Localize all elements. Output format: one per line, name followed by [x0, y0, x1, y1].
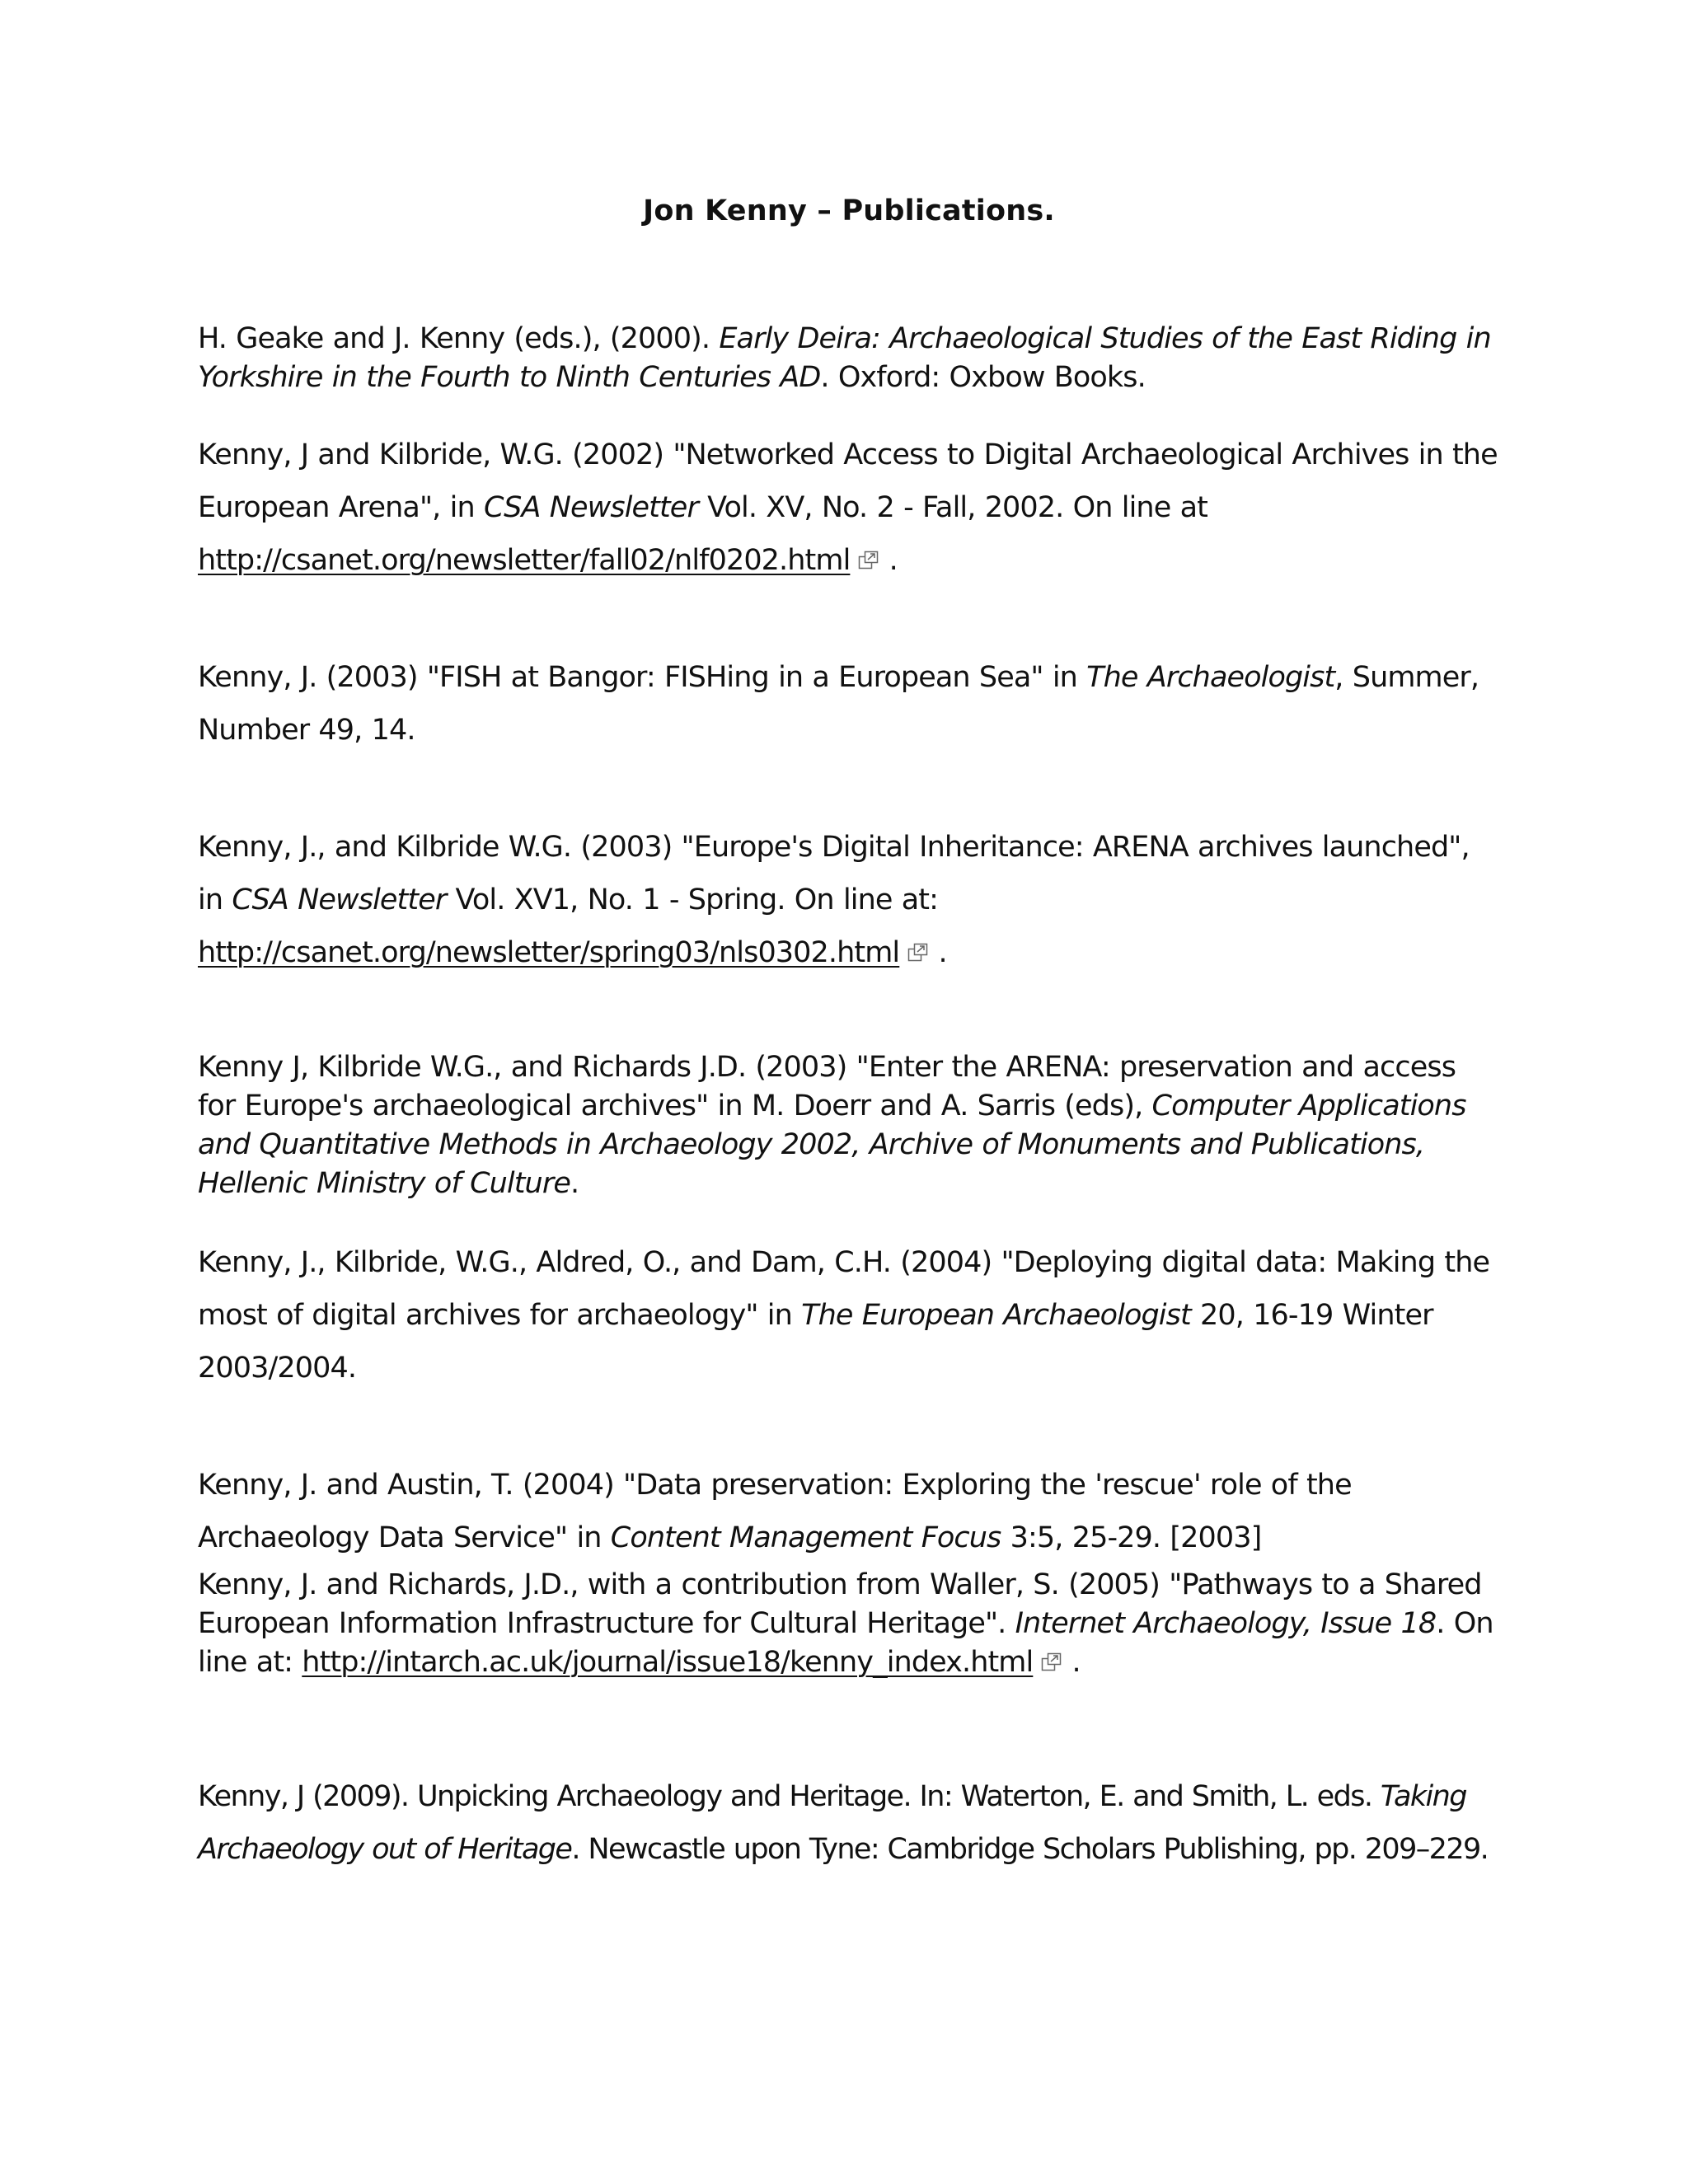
book-title: Computer Applications and Quantitative Methods in Archaeology 2002, Archive of Monuments and Publications, Hellenic Ministry of Culture — [198, 1090, 1466, 1200]
csa-fall02-link[interactable]: http://csanet.org/newsletter/fall02/nlf0202.html — [198, 544, 851, 577]
intarch-issue18-link[interactable]: http://intarch.ac.uk/journal/issue18/kenny_index.html — [302, 1646, 1034, 1679]
publication-entry-kenny-2003-fish: Kenny, J. (2003) "FISH at Bangor: FISHing in a European Sea" in The Archaeologist, Summer, Number 49, 14. — [198, 661, 1479, 747]
publication-entry-kenny-2004-deploying: Kenny, J., Kilbride, W.G., Aldred, O., and Dam, C.H. (2004) "Deploying digital data: Making the most of digital archives for archaeology" in The European Archaeologist 20, 16-19 Winter 2003/2004. — [198, 1246, 1490, 1385]
book-title: Taking Archaeology out of Heritage — [198, 1780, 1466, 1866]
page-title: Jon Kenny – Publications. — [643, 194, 1055, 227]
journal-title: Content Management Focus — [610, 1521, 1001, 1554]
publication-entry-kenny-2003-caa: Kenny J, Kilbride W.G., and Richards J.D. (2003) "Enter the ARENA: preservation and access for Europe's archaeological archives" in M. Doerr and A. Sarris (eds), Computer Applications and Quantitative Methods in Archaeology 2002, Archive of Monuments and Publications, Hellenic Ministry of Culture. — [198, 1051, 1466, 1200]
publication-entry-kenny-2009: Kenny, J (2009). Unpicking Archaeology and Heritage. In: Waterton, E. and Smith, L. eds. Taking Archaeology out of Heritage. Newcastle upon Tyne: Cambridge Scholars Publishing, pp. 209–229. — [198, 1780, 1489, 1866]
journal-title: The Archaeologist — [1086, 661, 1335, 694]
publication-entry-geake-2000: H. Geake and J. Kenny (eds.), (2000). Early Deira: Archaeological Studies of the East Riding in Yorkshire in the Fourth to Ninth Centuries AD. Oxford: Oxbow Books. — [198, 322, 1491, 394]
journal-title: Internet Archaeology, Issue 18 — [1015, 1607, 1437, 1640]
publication-entry-kenny-2002: Kenny, J and Kilbride, W.G. (2002) "Networked Access to Digital Archaeological Archives in the European Arena", in CSA Newsletter Vol. XV, No. 2 - Fall, 2002. On line at http://csanet.org/newsletter/fall02/nlf0202.html . — [198, 438, 1498, 577]
publication-entry-kenny-2005-pathways: Kenny, J. and Richards, J.D., with a contribution from Waller, S. (2005) "Pathways to a Shared European Information Infrastructure for Cultural Heritage". Internet Archaeology, Issue 18. On line at: http://intarch.ac.uk/journal/issue18/kenny_index.html . — [198, 1568, 1493, 1679]
journal-title: CSA Newsletter — [483, 491, 698, 524]
external-link-icon — [907, 943, 929, 963]
document-page — [198, 0, 1500, 2184]
publication-entry-kenny-2004-preservation: Kenny, J. and Austin, T. (2004) "Data preservation: Exploring the 'rescue' role of the Archaeology Data Service" in Content Management Focus 3:5, 25-29. [2003] — [198, 1469, 1352, 1554]
external-link-icon — [858, 551, 879, 570]
publication-entry-kenny-2003-arena: Kenny, J., and Kilbride W.G. (2003) "Europe's Digital Inheritance: ARENA archives launched", in CSA Newsletter Vol. XV1, No. 1 - Spring. On line at: http://csanet.org/newsletter/spring03/nls0302.html . — [198, 831, 1470, 969]
journal-title: The European Archaeologist — [801, 1299, 1191, 1332]
csa-spring03-link[interactable]: http://csanet.org/newsletter/spring03/nls0302.html — [198, 936, 900, 969]
external-link-icon — [1041, 1652, 1062, 1672]
book-title: Early Deira: Archaeological Studies of the East Riding in Yorkshire in the Fourth to Ninth Centuries AD — [198, 322, 1491, 394]
journal-title: CSA Newsletter — [232, 883, 447, 916]
